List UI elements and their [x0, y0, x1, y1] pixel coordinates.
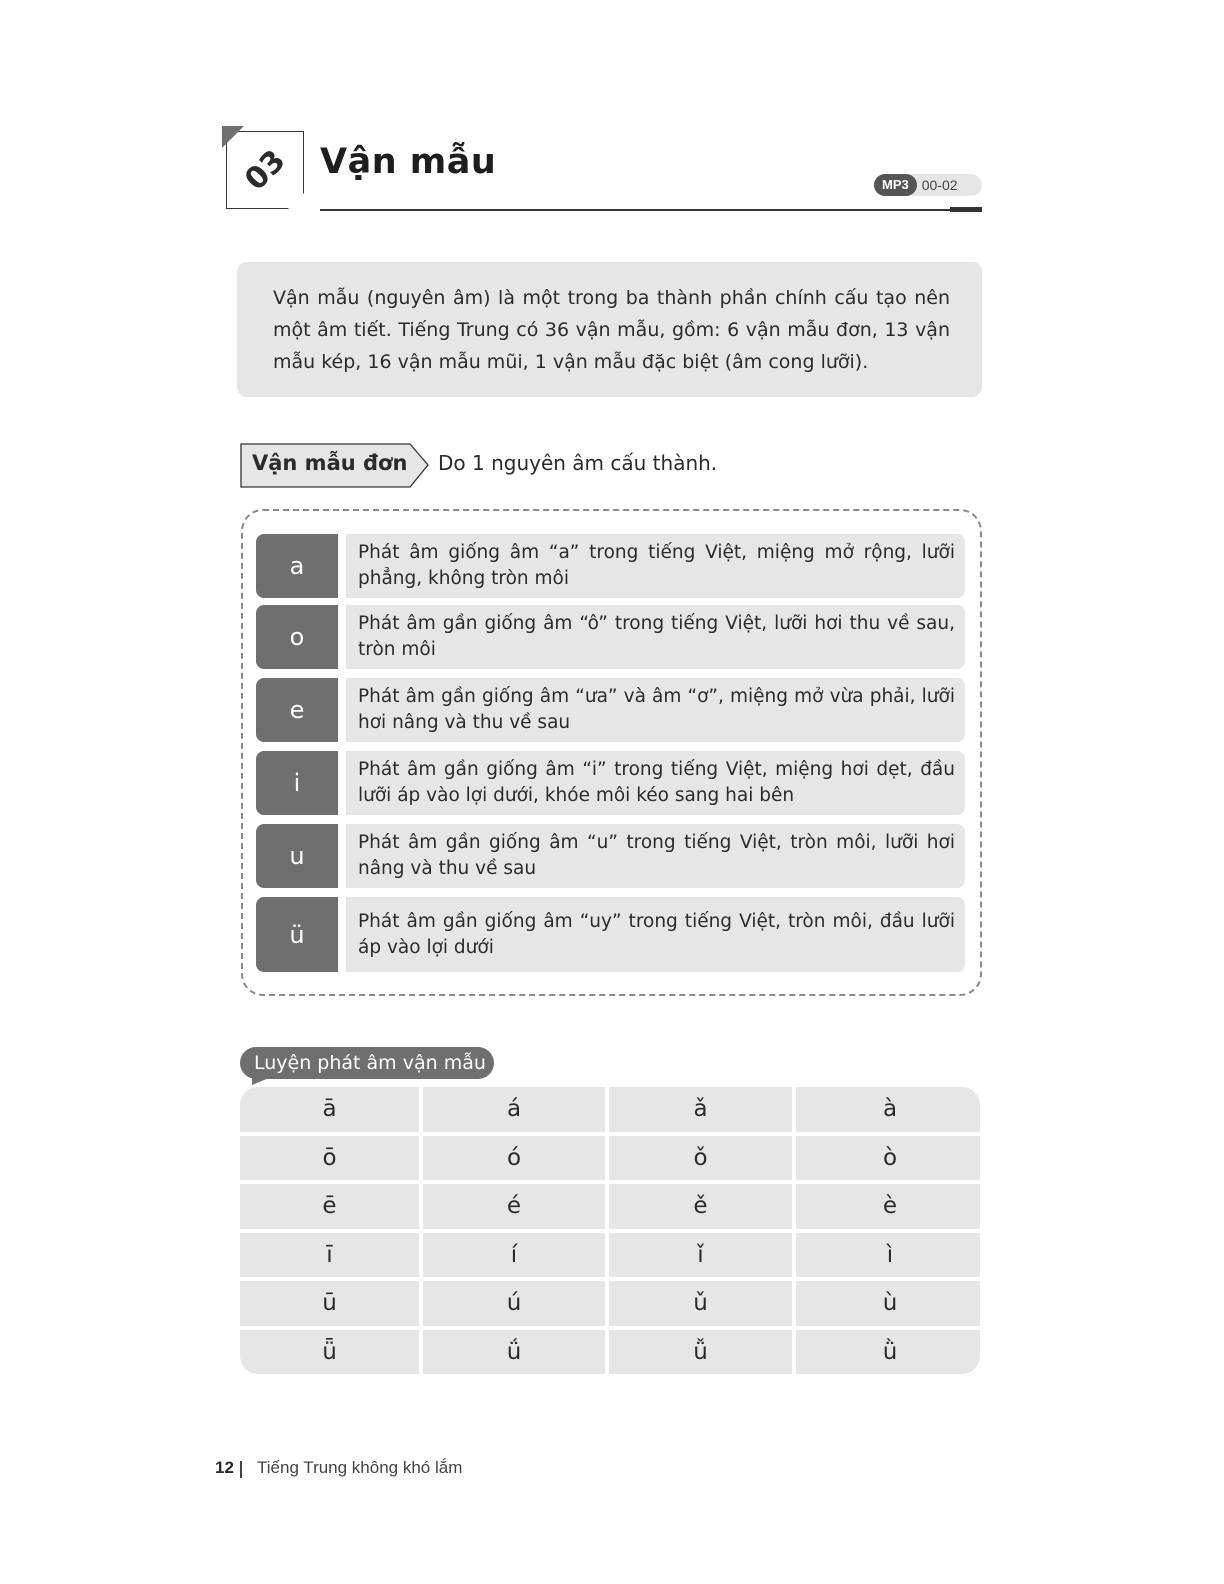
- single-vowels-description: Do 1 nguyên âm cấu thành.: [438, 451, 718, 475]
- vowel-description: [346, 824, 965, 888]
- vowel-letter: e: [256, 678, 338, 742]
- vowel-letter: ü: [256, 897, 338, 972]
- intro-box: [237, 262, 982, 397]
- tone-cell: ē: [240, 1184, 419, 1229]
- section-number: 03: [237, 142, 293, 198]
- vowel-letter: o: [256, 605, 338, 669]
- tone-cell: ǐ: [609, 1233, 792, 1278]
- tone-cell: ā: [240, 1087, 419, 1132]
- vowel-description-text: Phát âm gần giống âm “ô” trong tiếng Việt, lưỡi hơi thu về sau, tròn môi: [358, 613, 955, 660]
- vowel-description-text: Phát âm gần giống âm “u” trong tiếng Việt, tròn môi, lưỡi hơi nâng và thu về sau: [358, 832, 955, 879]
- mp3-label: MP3: [874, 174, 917, 196]
- title-rule-accent: [950, 207, 982, 212]
- mp3-track-code: 00-02: [921, 177, 958, 193]
- tone-cell: à: [796, 1087, 980, 1132]
- tone-cell: è: [796, 1184, 980, 1229]
- single-vowels-tag-label: Vận mẫu đơn: [252, 451, 408, 475]
- tone-cell: ò: [796, 1136, 980, 1181]
- section-title: Vận mẫu: [320, 142, 497, 182]
- vowel-description: [346, 678, 965, 742]
- vowel-row: [256, 534, 965, 598]
- mp3-badge: [874, 174, 982, 196]
- vowel-letter: a: [256, 534, 338, 598]
- title-rule: [320, 209, 982, 211]
- tone-cell: á: [423, 1087, 605, 1132]
- vowel-description: [346, 534, 965, 598]
- tone-practice-grid: [240, 1087, 980, 1374]
- vowel-description-text: Phát âm giống âm “a” trong tiếng Việt, miệng mở rộng, lưỡi phẳng, không tròn môi: [358, 542, 955, 589]
- tone-cell: ī: [240, 1233, 419, 1278]
- book-title: Tiếng Trung không khó lắm: [257, 1458, 463, 1477]
- intro-text: Vận mẫu (nguyên âm) là một trong ba thành phần chính cấu tạo nên một âm tiết. Tiếng Trung có 36 vận mẫu, gồm: 6 vận mẫu đơn, 13 vận mẫu kép, 16 vận mẫu mũi, 1 vận mẫu đặc biệt (âm cong lưỡi).: [273, 287, 950, 373]
- practice-label: Luyện phát âm vận mẫu: [240, 1047, 494, 1079]
- vowel-letter: u: [256, 824, 338, 888]
- tone-cell: ǎ: [609, 1087, 792, 1132]
- tone-cell: ǔ: [609, 1281, 792, 1326]
- vowel-description-text: Phát âm gần giống âm “uy” trong tiếng Việt, tròn môi, đầu lưỡi áp vào lợi dưới: [358, 910, 955, 958]
- vowel-row: [256, 824, 965, 888]
- vowel-row: [256, 678, 965, 742]
- vowel-description: [346, 605, 965, 669]
- tone-cell: ō: [240, 1136, 419, 1181]
- tone-cell: ǒ: [609, 1136, 792, 1181]
- tone-cell: ǜ: [796, 1330, 980, 1375]
- tone-cell: ǘ: [423, 1330, 605, 1375]
- tone-cell: ǚ: [609, 1330, 792, 1375]
- vowel-description: [346, 897, 965, 972]
- vowel-description-text: Phát âm gần giống âm “i” trong tiếng Việt, miệng hơi dẹt, đầu lưỡi áp vào lợi dưới, khóe môi kéo sang hai bên: [358, 759, 955, 806]
- page-number: 12: [215, 1458, 234, 1477]
- tone-cell: ú: [423, 1281, 605, 1326]
- tone-cell: ù: [796, 1281, 980, 1326]
- tone-cell: í: [423, 1233, 605, 1278]
- vowel-letter: i: [256, 751, 338, 815]
- tone-cell: é: [423, 1184, 605, 1229]
- tone-cell: ǖ: [240, 1330, 419, 1375]
- footer-divider: [240, 1461, 242, 1478]
- tone-cell: ì: [796, 1233, 980, 1278]
- tone-cell: ó: [423, 1136, 605, 1181]
- tone-cell: ū: [240, 1281, 419, 1326]
- tone-cell: ě: [609, 1184, 792, 1229]
- vowel-row: [256, 605, 965, 669]
- single-vowels-tag: [240, 443, 415, 487]
- vowel-row: [256, 897, 965, 972]
- vowel-row: [256, 751, 965, 815]
- vowel-description-text: Phát âm gần giống âm “ưa” và âm “ơ”, miệng mở vừa phải, lưỡi hơi nâng và thu về sau: [358, 686, 955, 733]
- vowel-description: [346, 751, 965, 815]
